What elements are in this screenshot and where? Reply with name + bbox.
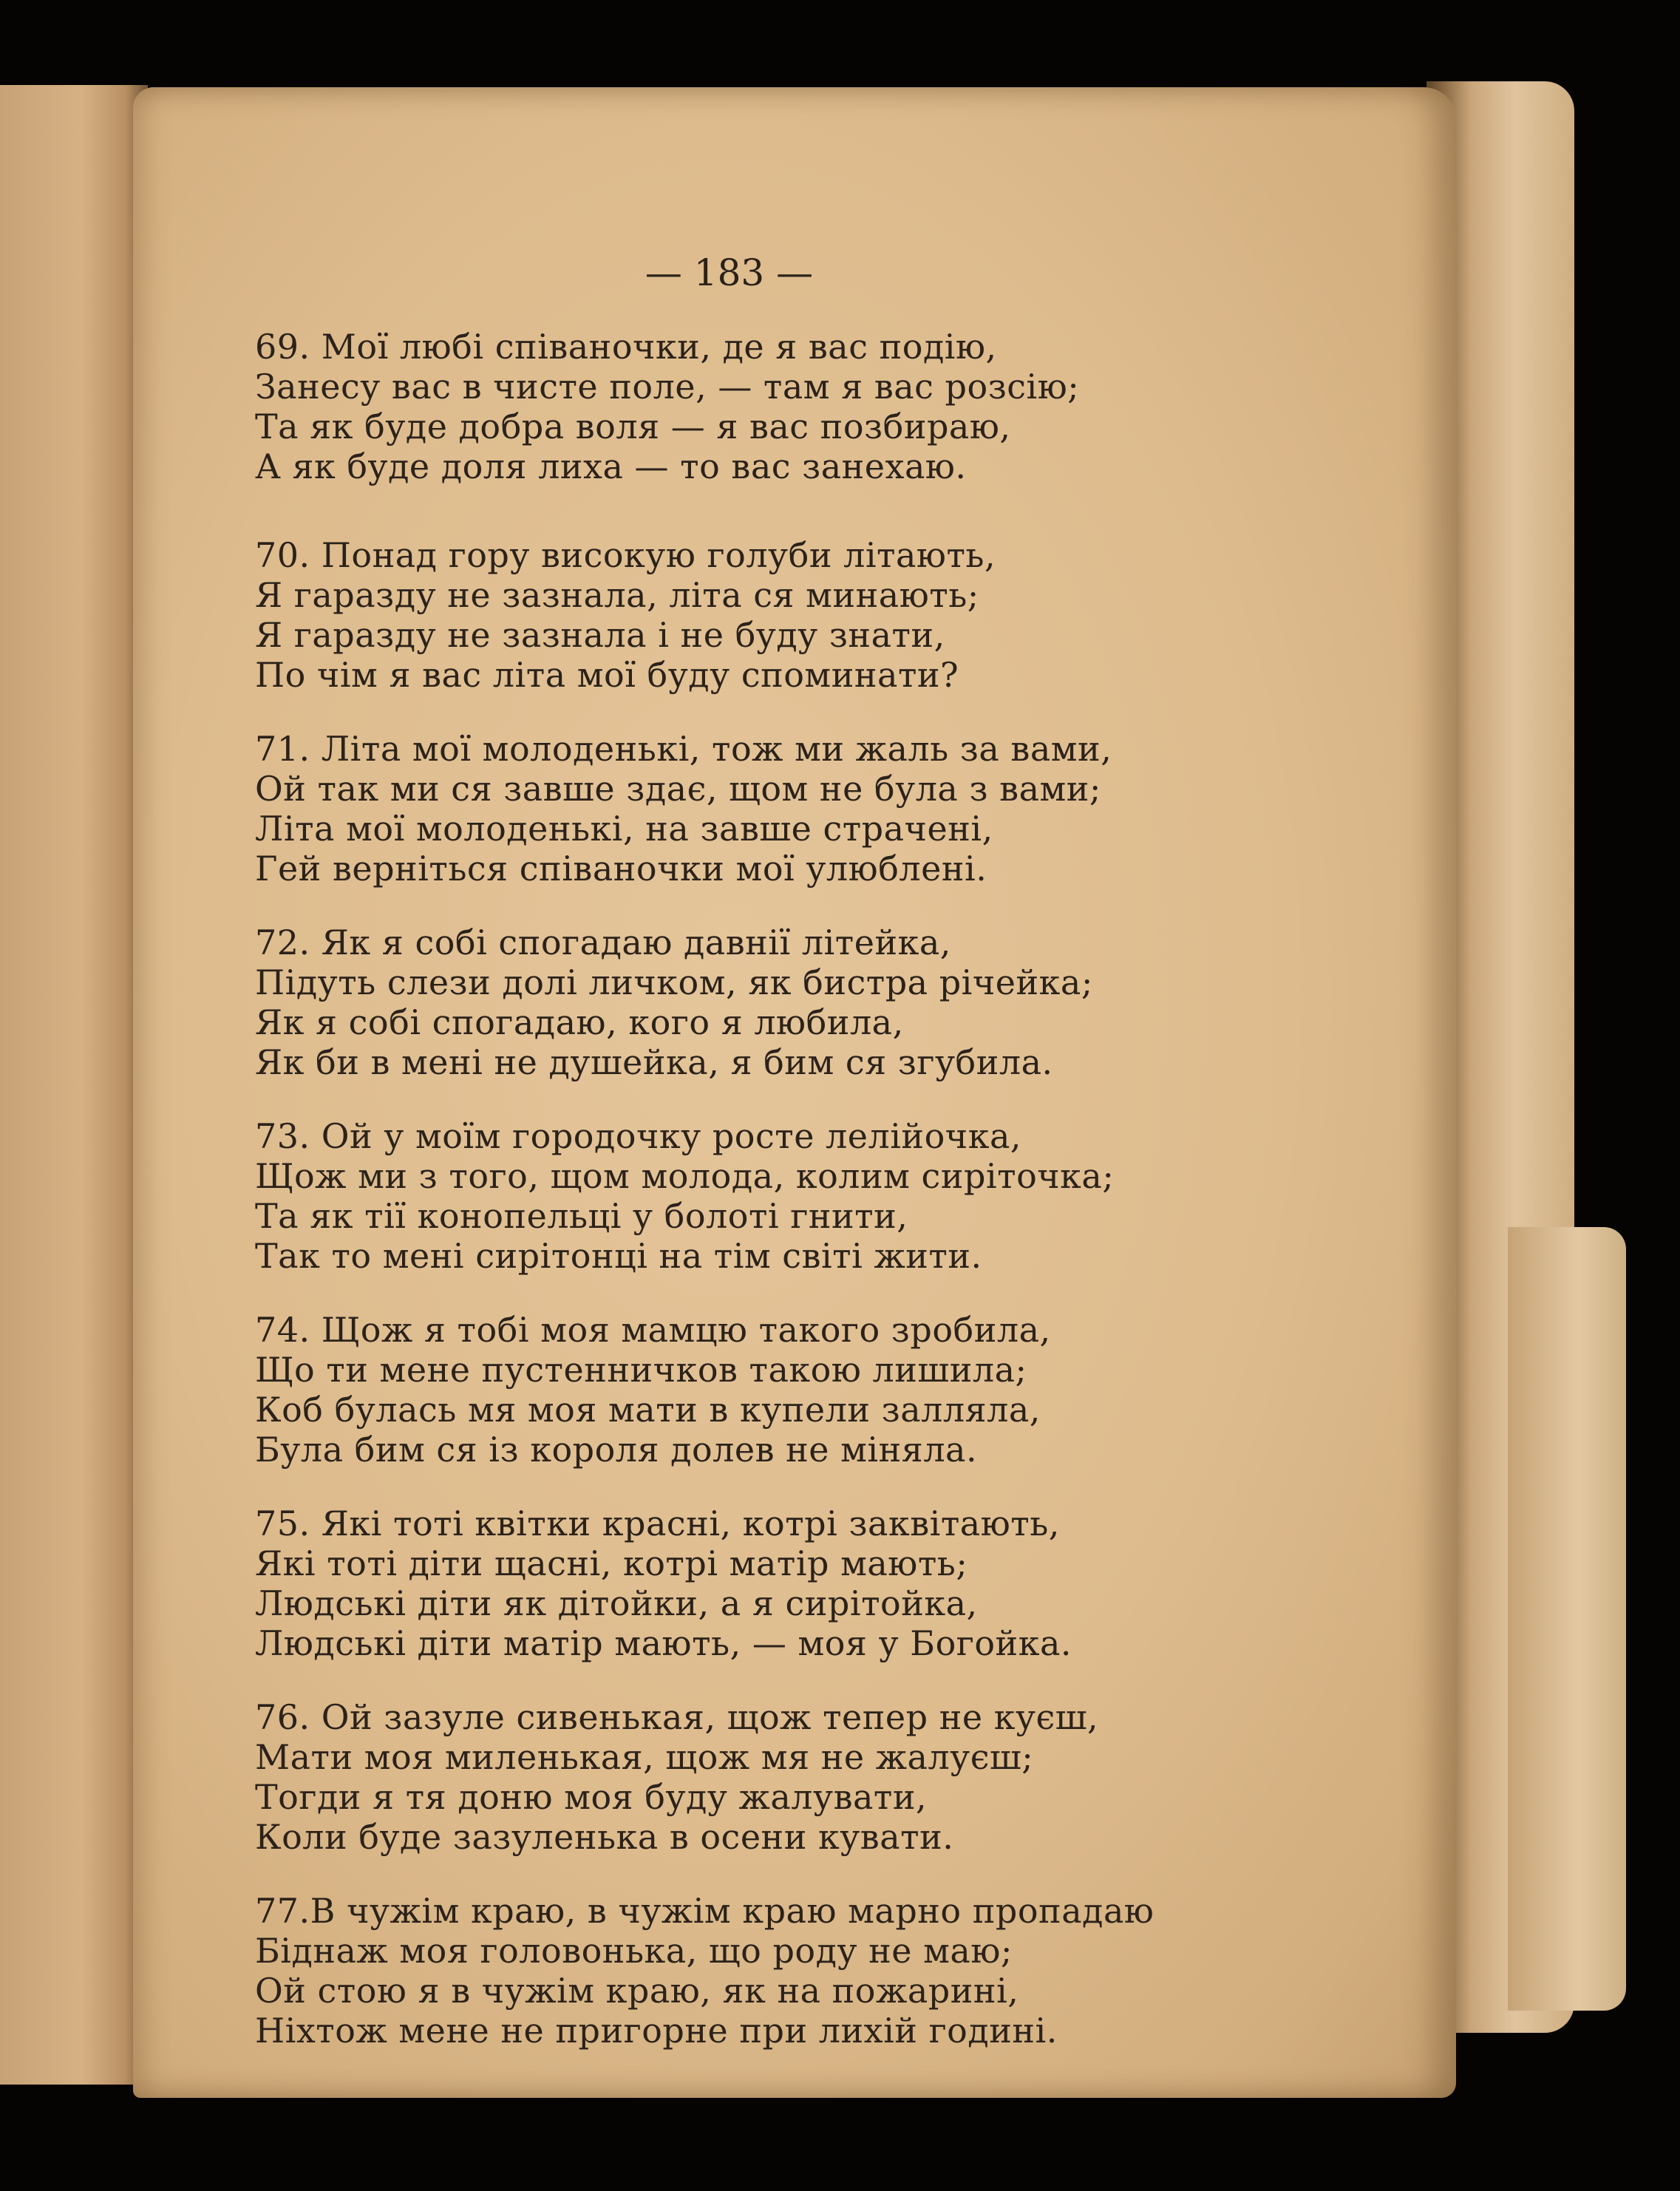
poem-line: Занесу вас в чисте поле, — там я вас розсію; — [255, 367, 1080, 407]
poem-line: Так то мені сирітонці на тім світі жити. — [255, 1236, 982, 1276]
poem-line: Які тоті діти щасні, котрі матір мають; — [255, 1543, 968, 1583]
stanza-70 — [255, 535, 1290, 695]
page-number: — 183 — — [645, 251, 814, 294]
poem-line: 69. Мої любі співаночки, де я вас подію, — [255, 327, 997, 367]
poem-line: Людські діти як дітойки, а я сирітойка, — [255, 1583, 978, 1623]
poem-line: 71. Літа мої молоденькі, тож ми жаль за вами, — [255, 729, 1112, 769]
poem-line: По чім я вас літа мої буду споминати? — [255, 655, 959, 695]
poem-line: Як я собі спогадаю, кого я любила, — [255, 1002, 904, 1042]
stanza-75 — [255, 1504, 1290, 1663]
poem-line: Ой так ми ся завше здає, щом не була з вами; — [255, 769, 1101, 809]
poem-line: Як би в мені не душейка, я бим ся згубила. — [255, 1042, 1053, 1082]
poem-line: Коли буде зазуленька в осени кувати. — [255, 1817, 954, 1857]
poem-line: Щож ми з того, щом молода, колим сиріточка; — [255, 1156, 1115, 1196]
poem-line: Та як буде добра воля — я вас позбираю, — [255, 407, 1011, 446]
poem-line: Та як тії конопельці у болоті гнити, — [255, 1196, 908, 1236]
poem-line: Ой стою я в чужім краю, як на пожарині, — [255, 1971, 1019, 2011]
poem-line: Мати моя миленькая, щож мя не жалуєш; — [255, 1737, 1034, 1777]
poem-line: 76. Ой зазуле сивенькая, щож тепер не куєш, — [255, 1697, 1099, 1737]
poem-line: Біднаж моя головонька, що роду не маю; — [255, 1931, 1013, 1971]
poem-text — [255, 327, 1290, 2085]
poem-line: 74. Щож я тобі моя мамцю такого зробила, — [255, 1310, 1051, 1350]
stanza-69 — [255, 327, 1290, 486]
poem-line: Людські діти матір мають, — моя у Богойка. — [255, 1623, 1072, 1663]
poem-line: А як буде доля лиха — то вас занехаю. — [255, 446, 967, 486]
poem-line: Гей верніться співаночки мої улюблені. — [255, 849, 987, 889]
poem-line: Я гаразду не зазнала і не буду знати, — [255, 615, 945, 655]
stanza-76 — [255, 1697, 1290, 1857]
poem-line: Тогди я тя доню моя буду жалувати, — [255, 1777, 928, 1817]
left-page-edge — [0, 85, 148, 2085]
poem-line: 75. Які тоті квітки красні, котрі заквітають, — [255, 1504, 1060, 1543]
poem-line: 70. Понад гору високую голуби літають, — [255, 535, 996, 575]
poem-line: Що ти мене пустенничков такою лишила; — [255, 1350, 1027, 1390]
stanza-72 — [255, 923, 1290, 1082]
poem-line: Була бим ся із короля долев не міняла. — [255, 1430, 978, 1470]
poem-line: 73. Ой у моїм городочку росте лелійочка, — [255, 1116, 1021, 1156]
stanza-73 — [255, 1116, 1290, 1276]
poem-line: Коб булась мя моя мати в купели залляла, — [255, 1390, 1041, 1430]
poem-line: Я гаразду не зазнала, літа ся минають; — [255, 575, 979, 615]
poem-line: 72. Як я собі спогадаю давнії літейка, — [255, 923, 951, 962]
poem-line: Підуть слези долі личком, як бистра річейка; — [255, 962, 1093, 1002]
stanza-74 — [255, 1310, 1290, 1470]
poem-line: Літа мої молоденькі, на завше страчені, — [255, 809, 993, 849]
stanza-71 — [255, 729, 1290, 889]
poem-line: Ніхтож мене не пригорне при лихій годині. — [255, 2011, 1058, 2051]
poem-line: 77.В чужім краю, в чужім краю марно пропадаю — [255, 1891, 1154, 1931]
page-stack-lower-edge — [1508, 1227, 1626, 2011]
stanza-77 — [255, 1891, 1290, 2051]
